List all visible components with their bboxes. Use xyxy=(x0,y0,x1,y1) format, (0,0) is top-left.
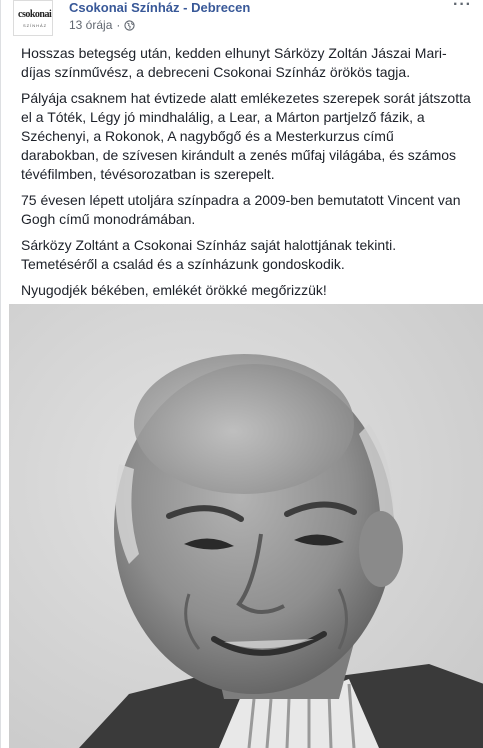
meta-separator: · xyxy=(116,18,121,32)
post-meta xyxy=(69,18,135,32)
post-paragraph: 75 évesen lépett utoljára színpadra a 2009-ben bemutatott Vincent van Gogh című monodrámában. xyxy=(21,192,461,227)
globe-icon[interactable] xyxy=(124,20,135,31)
post-paragraph: Pályája csaknem hat évtizede alatt emlékezetes szerepek sorát játszotta el a Tóték, Légy jó mindhalálig, a Lear, a Márton partjelző fázik, a Széchenyi, a Rokonok, A nagybőgő és a Mesterkurzus című darabokban, de szívesen kirándult a zenés műfaj világába, és számos tévéfilmben, tévésorozatban is szerepelt. xyxy=(21,90,471,182)
post-photo[interactable] xyxy=(9,304,483,748)
portrait-illustration xyxy=(9,304,483,748)
page-avatar[interactable] xyxy=(13,0,53,36)
post-header xyxy=(1,0,483,40)
page-name-link[interactable]: Csokonai Színház - Debrecen xyxy=(69,0,251,15)
logo-subtext: SZÍNHÁZ xyxy=(23,23,48,28)
more-options-button[interactable]: ··· xyxy=(453,0,472,13)
post-message xyxy=(21,44,473,307)
post-paragraph: Hosszas betegség után, kedden elhunyt Sárközy Zoltán Jászai Mari-díjas színművész, a debreceni Csokonai Színház örökös tagja. xyxy=(21,45,447,80)
post-paragraph: Nyugodjék békében, emlékét örökké megőrizzük! xyxy=(21,282,327,298)
post-paragraph: Sárközy Zoltánt a Csokonai Színház saját halottjának tekinti. Temetéséről a család és a színházunk gondoskodik. xyxy=(21,237,397,272)
logo-text: csokonai xyxy=(18,9,52,20)
post-timestamp[interactable]: 13 órája xyxy=(69,18,113,32)
